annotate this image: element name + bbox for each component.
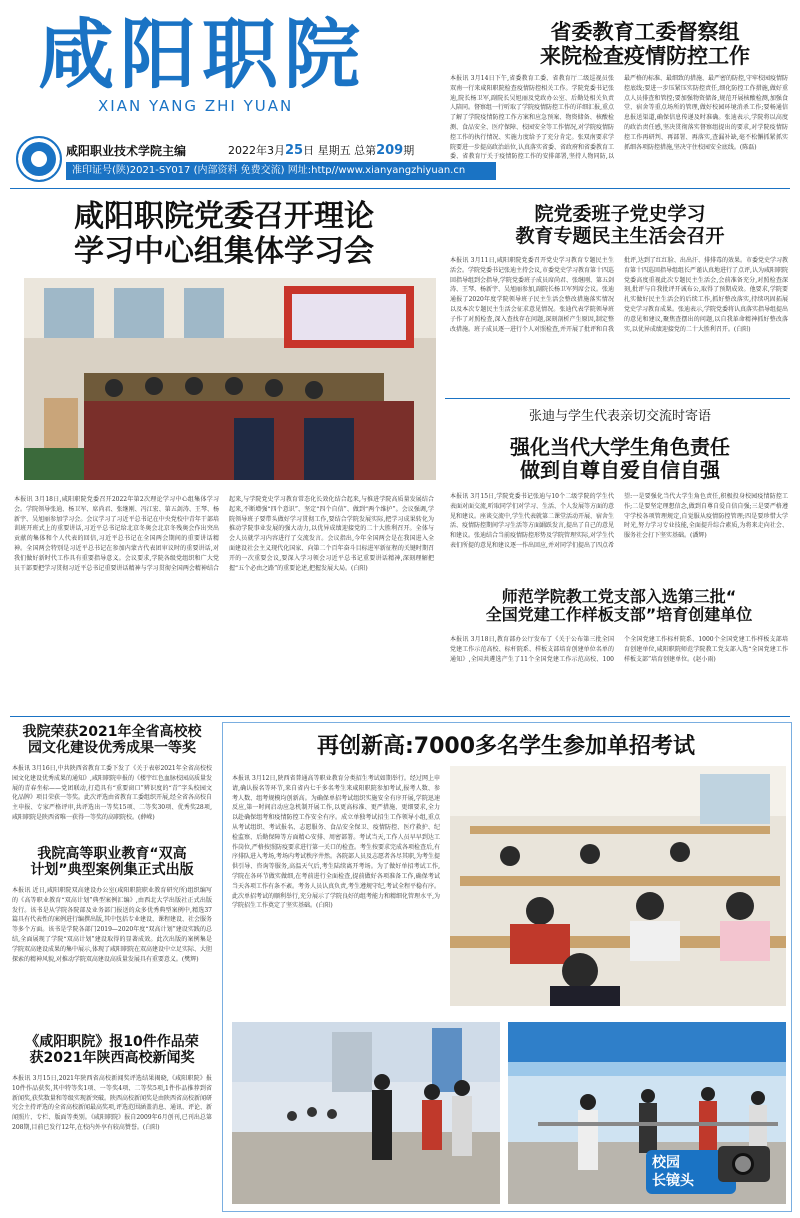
headline-line: 教育专题民主生活会召开 [515, 224, 725, 247]
article-body-a6 [12, 764, 212, 839]
headline-line: 院党委班子党史学习 [534, 203, 706, 225]
issue-info [228, 142, 414, 158]
headline-a9: 再创新高:7000多名学生参加单招考试 [316, 734, 696, 759]
article-byline: (白阳) [733, 325, 751, 333]
headline-line: 我院荣获2021年全省高校校 [22, 724, 202, 740]
masthead-pinyin: XIAN YANG ZHI YUAN [98, 97, 294, 115]
article-byline: (赵小雨) [693, 655, 716, 663]
article-body-a8 [12, 1074, 212, 1210]
date-prefix: 2022年3月 [228, 144, 285, 157]
headline-line: 师范学院教工党支部入选第三批“ [501, 587, 737, 606]
rule [10, 188, 790, 189]
rule [10, 716, 790, 717]
article-text: 本报讯 3月18日,咸阳职院党委召开2022年第2次理论学习中心组集体学习会。学院领导张迪、杨卫军、席尚君、张继刚、冯江宏、第五剑涛、王琴、杨新宇、吴旭丽参加学习会。会议学习了习近平总书记在中央党校中青年干部培训班开班式上的重要讲话,习近平总书记给北京冬奥会北京冬残奥会作出突出贡献的集体和个人代表的回信,习近平总书记在全国两会期间的重要讲话精神。全国两会特别是习近平总书记在参加内蒙古代表团审议时的重要讲话,对我们做好新时代工作具有重要指导意义。会议要求,学院各级党组织和广大党员干部要把学习贯彻习近平总书记重要讲话精神与学习贯彻全国两会精神结合起来,与学院党史学习教育常态化长效化结合起来,与推进学院高质量发展结合起来,不断增强“四个意识”、坚定“四个自信”、做到“两个维护”。会议强调,学院领导班子要带头做好学习贯彻工作,要结合学院发展实际,把学习成果转化为推动学院事业发展的强大动力,以优异成绩迎接党的二十大胜利召开。全体与会人员就学习内容进行了交流发言。会议指出,今年全国两会是在我国进入全面建设社会主义现代化国家、向第二个百年奋斗目标进军新征程的关键时期召开的一次重要会议,要深入学习领会习近平总书记重要讲话精神,深刻理解把握“五个必由之路”的重要论述,把握发展大局。 [14, 496, 434, 572]
exam-hall-illustration [450, 766, 786, 1006]
headline-line: 来院检查疫情防控工作 [540, 44, 750, 69]
photo-exam-hall [450, 766, 786, 1006]
article-body-a5 [450, 635, 788, 707]
stamp-line: 长镜头 [652, 1173, 694, 1189]
headline-a2 [14, 200, 434, 269]
headline-a7 [12, 846, 212, 878]
headline-line: 获2021年陕西高校新闻奖 [29, 1050, 195, 1067]
headline-line: 咸阳职院党委召开理论 [74, 199, 374, 234]
masthead-host: 咸阳职业技术学院主编 [66, 144, 187, 158]
meeting-illustration [24, 278, 436, 480]
photo-queue-outdoor [232, 1022, 500, 1204]
masthead-title: 咸阳职院 [38, 10, 366, 99]
headline-a6 [12, 724, 212, 756]
queue-illustration [232, 1022, 500, 1204]
article-text: 本报讯 3月11日,咸阳职院党委召开党史学习教育专题民主生活会。学院党委书记张迪主持会议,市委党史学习教育第十四巡回指导组到会指导,学院党委班子成员席尚君、张继刚、第五剑涛、王琴、杨新宇、吴旭丽参加,副院长杨卫军列席会议。张迪通报了2020年度学院领导班子民主生活会整改措施落实情况以及本次专题民主生活会征求意见情况。张迪代表学院领导班子作了对照检查,深入查找存在问题,深刻剖析产生原因,制定整改措施。班子成员逐一进行个人对照检查,并开展了批评和自我批评,达到了红红脸、出出汗、排排毒的效果。市委党史学习教育第十四巡回指导组组长严谨认真地进行了点评,认为咸阳职院党委高度重视此次专题民主生活会,会前准备充分,对照检查深刻,批评与自我批评开诚布公,取得了预期成效。他要求,学院要扎实做好民主生活会的后续工作,抓好整改落实,持续巩固拓展党史学习教育成果。张迪表示,学院党委将认真落实指导组提出的意见和建议,聚焦查摆出的问题,以自我革命精神抓好整改落实,以优异成绩迎接党的二十大胜利召开。 [450, 257, 788, 333]
article-body-a7 [12, 886, 212, 1016]
article-text: 本报讯 3月15日,2021年陕西省高校新闻奖评选结果揭晓,《咸阳职院》报10件作品获奖,其中特等奖1项、一等奖4项、二等奖5项,1件作品推荐到省新闻奖,获奖数量和等级实现新突破。陕西高校新闻奖是由陕西省高校新闻研究会主持评选的全省高校新闻最高奖项,评选范围涵盖消息、通讯、评论、新闻照片、专栏、版面等类别。《咸阳职院》报自2009年6月创刊,已刊出总第208期,目前已发行12年,在校内外享有较高赞誉。 [12, 1075, 212, 1131]
article-body-a3 [450, 256, 788, 388]
article-text: 本报讯 3月12日,陕西省普通高等职业教育分类招生考试如期举行。经过网上申请,确认报名等环节,来自省内七千多名考生来咸阳职院参加考试,报考人数、参考人数、组考规模均创新高。为确保单招考试组织实施安全有序开展,学院迅速反应,第一时间启动应急机制开展工作,以更高标准、更严措施、更细要求,全力以赴确保组考和疫情防控工作安全有序。成立单独考试招生工作领导小组,重点从考试组织、考试报名、志愿服务、食品安全保卫、疫情防控、医疗救护、纪检监察、后勤保障等方面精心安排、周密部署。考试当天,工作人员早早到达工作岗位,严格按照防疫要求进行第一关口的检查。考生按要求完成各项检查后,有序排队进入考场,考场内考试秩序井然。各院部人员及志愿者各尽其职,为考生提供引导、咨询等服务,高温天气后,考生陆续离开考场。为了做好单招考试工作,学院在各环节做实做细,在考前进行全面检查,提前做好各项准备工作,确保考试当天各项工作有条不紊。考务人员认真负责,考生遵规守纪,考试全程平稳有序。此次单招考试的顺利举行,充分展示了学院良好的组考能力和精细化管理水平,为学院招生工作奠定了坚实基础。 [232, 775, 440, 910]
article-text: 本报讯 3月16日,中共陕西省教育工委下发了《关于表彰2021年全省高校校园文化建设优秀成果的通知》,咸阳职院申报的《楼宇红色血脉校园高质量发展的青春坐标——党团联动,打造具有“重要窗口”辨识度的“青”字头校园文化品牌》项目荣获一等奖。此次评选由省教育工委组织开展,经全省各高校自主申报、专家严格评审,共评选出一等奖15项、二等奖30项、优秀奖28项,咸阳职院是陕西省唯一获得一等奖的高职院校。 [12, 765, 212, 821]
photo-meeting [24, 278, 436, 480]
issue-number: 209 [376, 143, 404, 158]
article-text: 本报讯 近日,咸阳职院双高建设办公室(咸阳职院职业教育研究所)组织编写的《高等职业教育“双高计划”典型案例汇编》,由西北大学出版社正式出版发行。该书是从学院各院部及业务部门报送的众多优秀典型案例中,精选37篇具有代表性的案例进行编撰出版,其中包括专业建设、课程建设、社会服务等多个方面。该书是学院各部门2019—2020年度“双高计划”建设实践的总结,全面展现了学院“双高计划”建设取得的显著成效。此次出版的案例集是学院双高建设成果的集中展示,体现了咸阳职院在双高建设中立足实际、大胆探索的精神风貌,对推动学院双高建设高质量发展具有重要意义。 [12, 887, 212, 963]
college-logo-icon [16, 136, 62, 182]
headline-line: 计划”典型案例集正式出版 [30, 862, 194, 879]
headline-line: 学习中心组集体学习会 [74, 233, 374, 269]
article-text: 本报讯 3月18日,教育部办公厅发布了《关于公布第三批全国党建工作示范高校、标杆院系、样板支部培育创建单位名单的通知》,全国共遴选产生了11个全国党建工作示范高校、100个全国党建工作标杆院系、1000个全国党建工作样板支部培育创建单位,咸阳职院师范学院教工党支部入选“全国党建工作样板支部”培育创建单位。 [450, 636, 788, 663]
permit-bar: 准印证号(陕)2021-SY017 (内部资料 免费交流) 网址:http//www.xianyangzhiyuan.cn [66, 162, 496, 180]
kicker-a4: 张迪与学生代表亲切交流时寄语 [528, 409, 711, 424]
issue-suffix: 期 [403, 144, 415, 157]
article-text: 本报讯 3月14日下午,省委教育工委、省教育厅二级巡视员张双南一行来咸阳职院检查疫情防控相关工作。学院党委书记张迪,院长杨卫军,副院长吴旭丽及党政办公室、后勤处相关负责人陪同。督察组一行听取了学院疫情防控工作的详细汇报,重点了解了学院疫情防控工作方案和应急预案、物资储备、核酸检测、食品安全、医疗保障、校园安全等工作情况,对学院疫情防控工作的执行情况、实施力度给予了充分肯定。张双南要求学院要进一步提高政治站位,认真落实省委、省政府和省委教育工委、省教育厅关于疫情防控工作的安排部署,坚持人物同防,以最严格的标准、最细致的措施、最严密的防控,守牢校园疫情防控底线;要进一步压紧压实防控责任,细化防控工作措施,做好重点人员排查和管控;要加强物资储备,规范开展核酸检测,加强食堂、宿舍等重点场所的管理,做好校园环境消杀工作;要畅通信息报送渠道,确保信息传递及时准确。张迪表示,学院将以高度的政治责任感,坚决贯彻落实督察组提出的要求,对学院疫情防控工作再研判、再部署、再落实,查漏补缺,毫不松懈抓紧抓实抓细各项防控措施,坚决守住校园安全底线。 [450, 75, 788, 161]
headline-a4 [455, 436, 785, 482]
date-day: 25 [285, 143, 304, 158]
article-byline: (陈磊) [739, 143, 757, 151]
rule [445, 398, 790, 399]
date-suffix: 日 星期五 总第 [303, 144, 377, 157]
headline-line: 省委教育工委督察组 [550, 20, 740, 44]
headline-line: 《咸阳职院》报10件作品荣 [25, 1034, 199, 1050]
headline-line: 全国党建工作样板支部”培育创建单位 [485, 605, 753, 625]
headline-a3 [460, 204, 780, 248]
article-byline: (樊辉) [181, 955, 199, 963]
article-body-a1 [450, 74, 788, 182]
headline-a1 [500, 20, 790, 68]
headline-line: 我院高等职业教育“双高 [37, 846, 187, 862]
stamp-line: 校园 [652, 1155, 680, 1171]
article-byline: (薛嵘) [138, 813, 155, 821]
headline-a8 [12, 1034, 212, 1066]
article-body-a9 [232, 774, 440, 1014]
headline-a5 [450, 588, 788, 625]
article-body-a4 [450, 492, 788, 572]
article-byline: (白阳) [316, 902, 333, 910]
article-byline: (潘辉) [690, 532, 707, 540]
article-body-a2 [14, 495, 434, 715]
headline-line: 园文化建设优秀成果一等奖 [28, 740, 196, 757]
article-text: 本报讯 3月15日,学院党委书记张迪与10个二级学院的学生代表面对面交流,听取同学们对学习、生活、个人发展等方面的意见和建议。座谈交流中,学生代表就第二课堂活动开展、宿舍生活、疫情防控期间学习生活等方面踊跃发言,提出了自己的意见和建议。张迪结合当前疫情防控形势及学院管理实际,对学生代表们所提的意见和建议逐一作出回应,并对同学们提出了四点希望:一是要强化当代大学生角色责任,积极投身校园疫情防控工作;二是要坚定理想信念,做到自尊自爱自信自强;三是要严格遵守学校各项管理规定,自觉服从疫情防控管理;四是要珍惜大学时光,努力学习专业技能,全面提升综合素质,为将来走向社会、服务社会打下坚实基础。 [450, 493, 788, 549]
headline-line: 强化当代大学生角色责任 [510, 435, 730, 459]
article-byline: (白阳) [351, 564, 368, 572]
headline-line: 做到自尊自爱自信自强 [520, 458, 720, 482]
camera-icon [718, 1146, 770, 1182]
article-byline: (白阳) [142, 1123, 160, 1131]
